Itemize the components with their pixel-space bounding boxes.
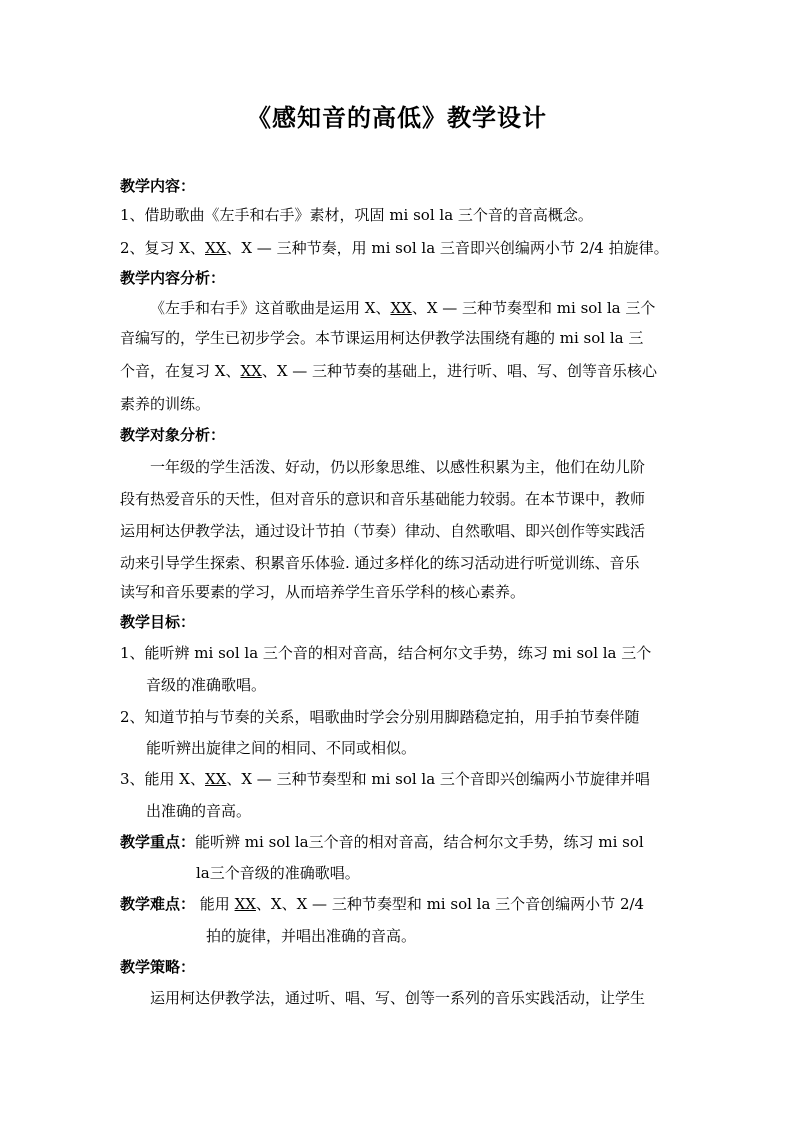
content-item-2: 2、复习 X、XX、X — 三种节奏，用 mi sol la 三音即兴创编两小节 2/4 拍旋律。 bbox=[120, 239, 669, 257]
key-point-line-1: 教学重点：能听辨 mi sol la三个音的相对音高，结合柯尔文手势，练习 mi sol bbox=[120, 833, 644, 851]
goal-1-line-2: 音级的准确歌唱。 bbox=[146, 676, 267, 694]
goal-2-line-2: 能听辨出旋律之间的相同、不同或相似。 bbox=[146, 739, 417, 757]
students-line-2: 段有热爱音乐的天性，但对音乐的意识和音乐基础能力较弱。在本节课中，教师 bbox=[120, 490, 646, 508]
goal-3-line-2: 出准确的音高。 bbox=[146, 802, 252, 820]
difficulty-line-1: 教学难点： 能用 XX、X、X — 三种节奏型和 mi sol la 三个音创编两小节 2/4 bbox=[120, 895, 645, 913]
goal-3-line-1: 3、能用 X、XX、X — 三种节奏型和 mi sol la 三个音即兴创编两小节旋律并唱 bbox=[120, 770, 650, 788]
goal-2-line-1: 2、知道节拍与节奏的关系，唱歌曲时学会分别用脚踏稳定拍，用手拍节奏伴随 bbox=[120, 708, 640, 726]
students-line-5: 读写和音乐要素的学习，从而培养学生音乐学科的核心素养。 bbox=[120, 583, 526, 601]
document-title: 《感知音的高低》教学设计 bbox=[247, 103, 547, 132]
students-line-4: 动来引导学生探索、积累音乐体验. 通过多样化的练习活动进行听觉训练、音乐 bbox=[120, 554, 640, 572]
analysis-line-1: 《左手和右手》这首歌曲是运用 X、XX、X — 三种节奏型和 mi sol la 三个 bbox=[150, 299, 656, 317]
content-item-1: 1、借助歌曲《左手和右手》素材，巩固 mi sol la 三个音的音高概念。 bbox=[120, 206, 593, 224]
strategy-line-1: 运用柯达伊教学法，通过听、唱、写、创等一系列的音乐实践活动，让学生 bbox=[150, 989, 646, 1007]
section-heading-goals: 教学目标： bbox=[120, 613, 196, 631]
analysis-line-4: 素养的训练。 bbox=[120, 395, 211, 413]
key-point-heading: 教学重点： bbox=[120, 833, 196, 851]
students-line-1: 一年级的学生活泼、好动，仍以形象思维、以感性积累为主，他们在幼儿阶 bbox=[150, 458, 646, 476]
difficulty-heading: 教学难点： bbox=[120, 895, 196, 913]
goal-1-line-1: 1、能听辨 mi sol la 三个音的相对音高，结合柯尔文手势，练习 mi sol la 三个 bbox=[120, 644, 652, 662]
analysis-line-3: 个音，在复习 X、XX、X — 三种节奏的基础上，进行听、唱、写、创等音乐核心 bbox=[120, 362, 658, 380]
analysis-line-2: 音编写的，学生已初步学会。本节课运用柯达伊教学法围绕有趣的 mi sol la 三 bbox=[120, 329, 644, 347]
key-point-line-2: la三个音级的准确歌唱。 bbox=[196, 864, 360, 882]
section-heading-content: 教学内容： bbox=[120, 177, 196, 195]
difficulty-line-2: 拍的旋律，并唱出准确的音高。 bbox=[206, 927, 417, 945]
section-heading-strategy: 教学策略： bbox=[120, 958, 196, 976]
section-heading-students: 教学对象分析： bbox=[120, 426, 226, 444]
students-line-3: 运用柯达伊教学法，通过设计节拍（节奏）律动、自然歌唱、即兴创作等实践活 bbox=[120, 522, 646, 540]
section-heading-analysis: 教学内容分析： bbox=[120, 269, 226, 287]
